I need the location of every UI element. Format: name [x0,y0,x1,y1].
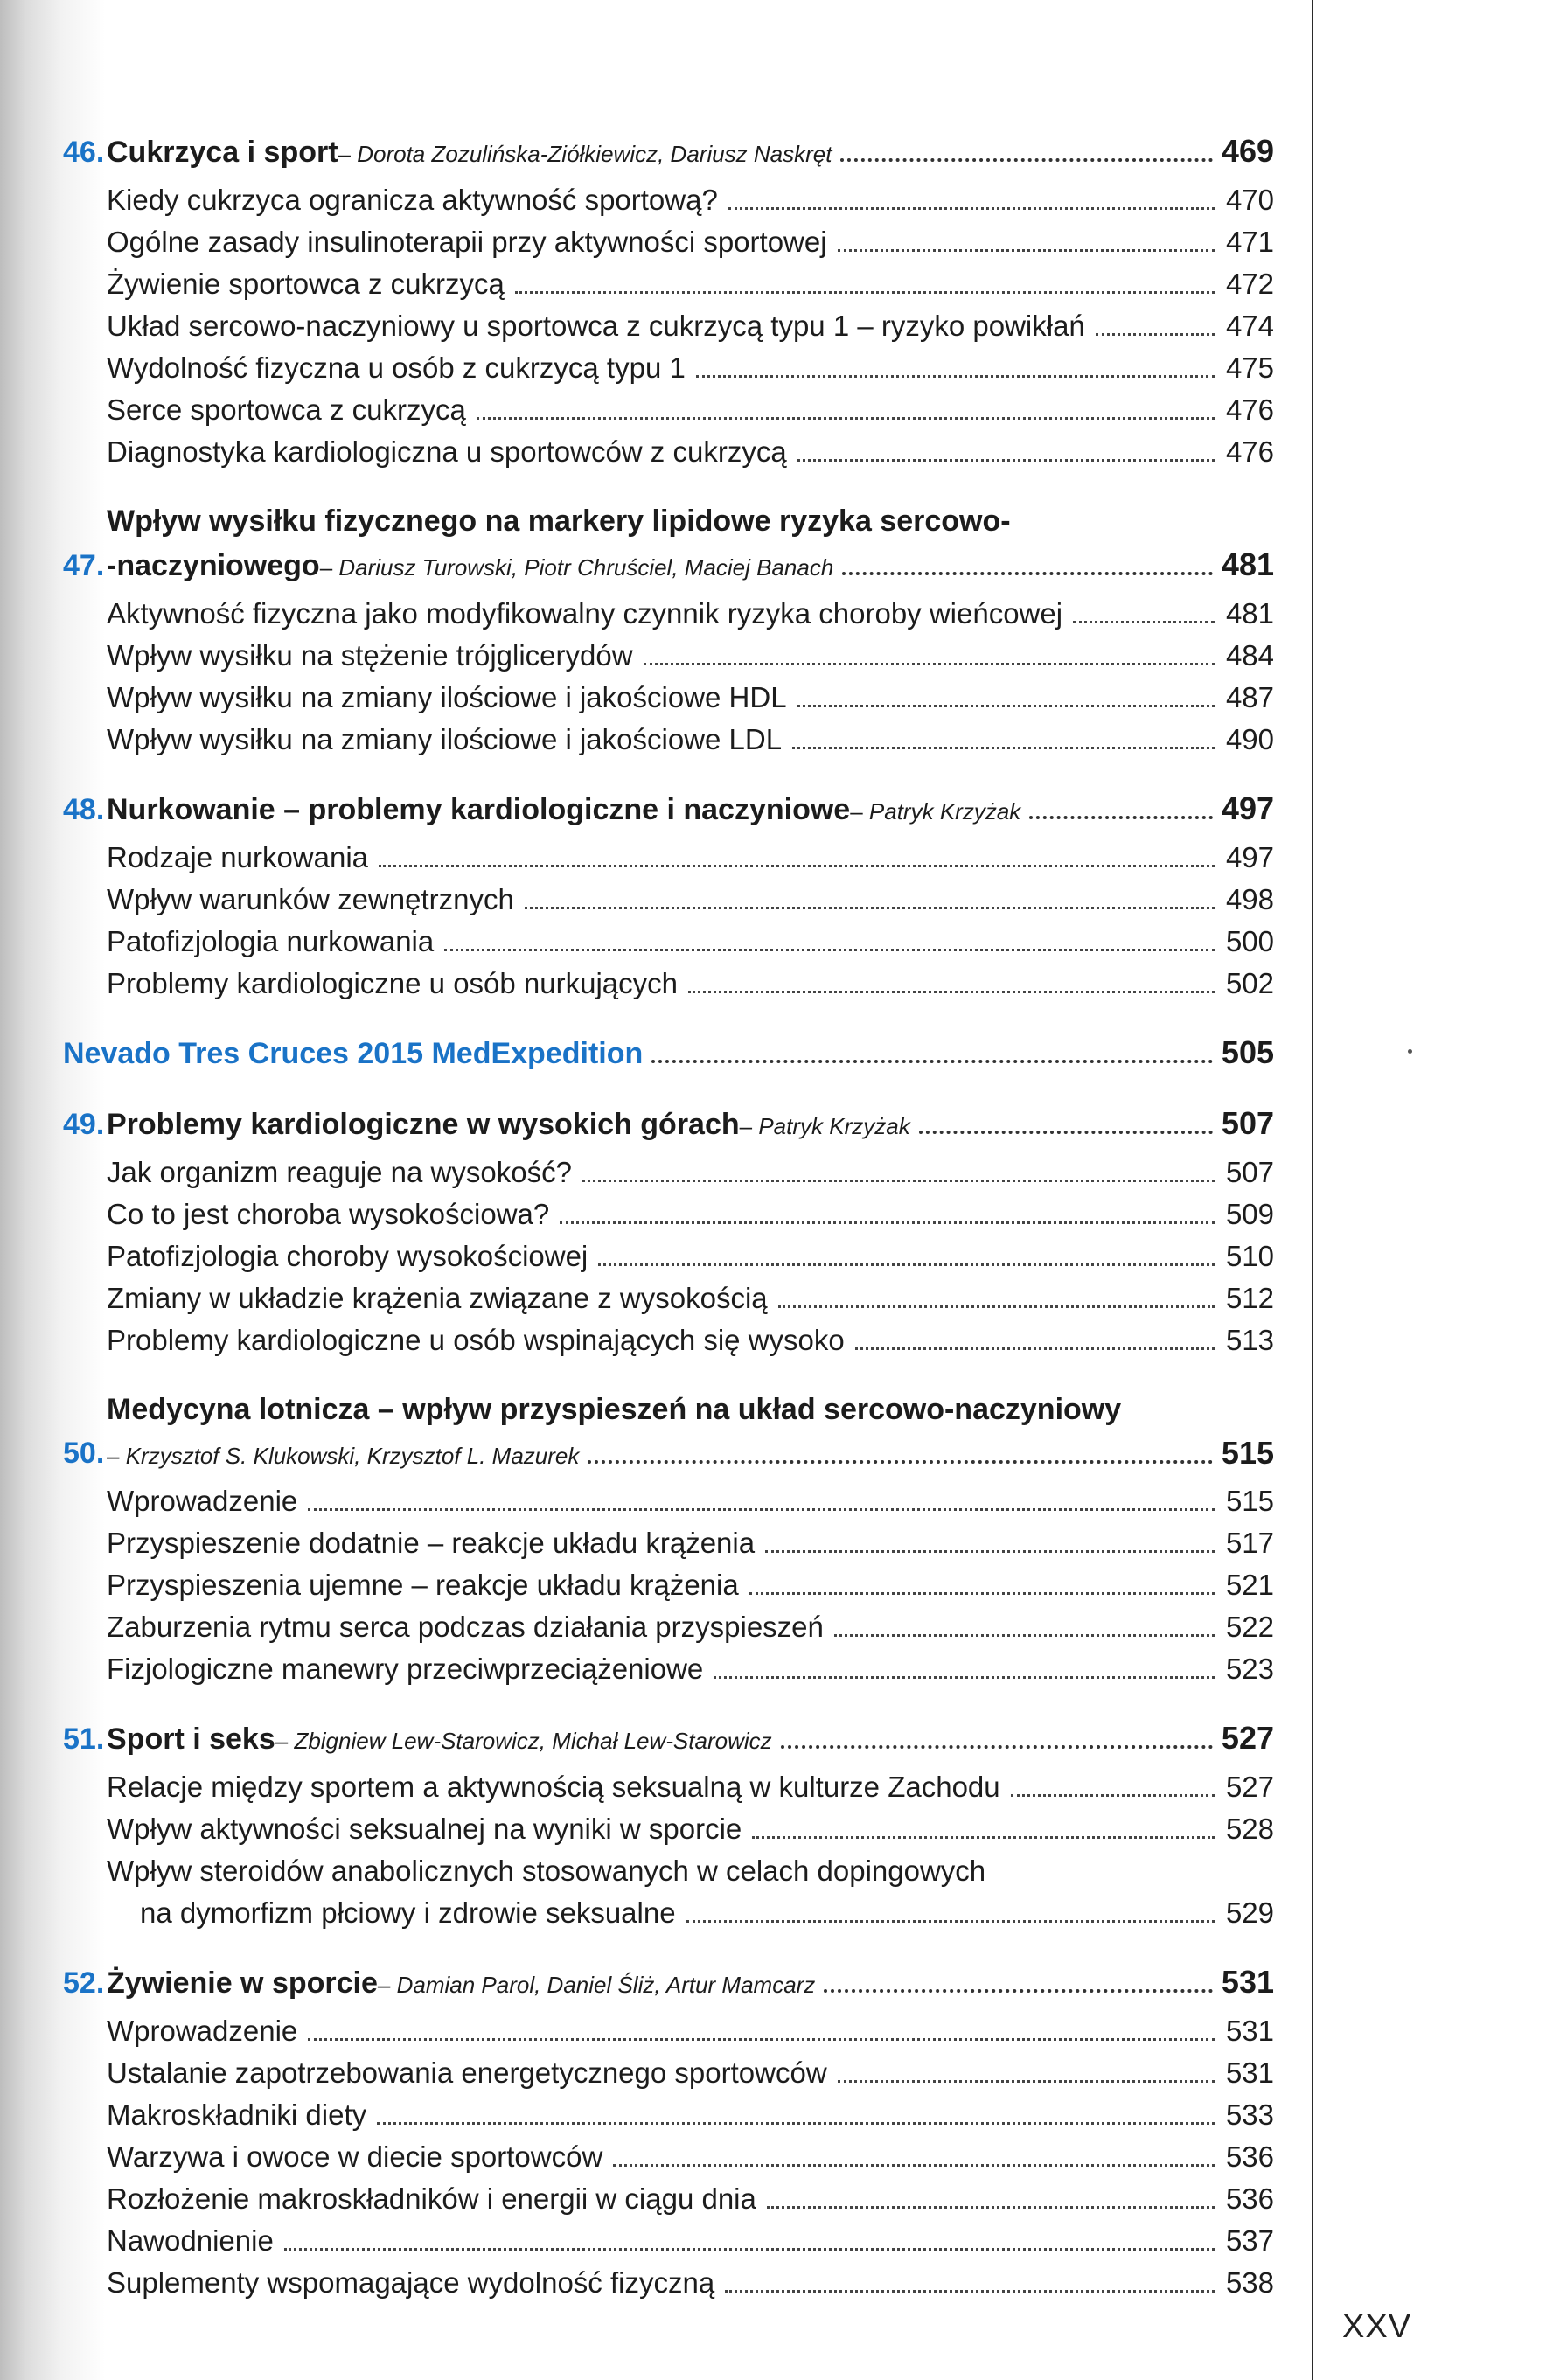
toc-entry-page: 500 [1225,925,1274,957]
toc-entry-label: Żywienie sportowca z cukrzycą [107,268,505,300]
leader-dots [560,1221,1215,1224]
toc-entry[interactable] [107,1319,1274,1361]
chapter-title-row [107,543,1274,588]
chapter-title: Żywienie w sporcie [107,1966,378,2000]
leader-dots [1096,333,1215,336]
chapter-heading[interactable] [63,1716,1274,1761]
toc-entry[interactable] [107,1808,1274,1850]
toc-entry[interactable] [107,1235,1274,1277]
toc-entry-label: Wpływ warunków zewnętrznych [107,883,514,915]
toc-entry-label: Ustalanie zapotrzebowania energetycznego sportowców [107,2056,827,2089]
toc-entry-page: 490 [1225,723,1274,755]
leader-dots [752,1836,1215,1839]
toc-entry-label: Warzywa i owoce w diecie sportowców [107,2140,603,2173]
toc-entry-page: 536 [1225,2182,1274,2215]
leader-dots [767,2206,1215,2209]
toc-entry-label: Wprowadzenie [107,2015,298,2047]
toc-entry[interactable] [107,2178,1274,2220]
toc-entry-page: 475 [1225,351,1274,384]
chapter-title-line: Wpływ wysiłku fizycznego na markery lipidowe ryzyka sercowo- [107,505,1011,538]
chapter-authors: – Krzysztof S. Klukowski, Krzysztof L. Mazurek [107,1443,579,1470]
leader-dots [728,207,1215,210]
leader-dots [855,1347,1215,1350]
leader-dots [598,1263,1215,1266]
toc-entry-label: Patofizjologia choroby wysokościowej [107,1240,588,1272]
toc-entry-page: 537 [1225,2224,1274,2257]
toc-entry-page: 471 [1225,226,1274,258]
toc-entry-label: Wpływ steroidów anabolicznych stosowanych w celach dopingowych [107,1855,986,1887]
margin-dot [1408,1049,1412,1054]
leader-dots [515,291,1215,294]
toc-entry-label: Wpływ aktywności seksualnej na wyniki w sporcie [107,1813,742,1845]
leader-dots [749,1592,1215,1595]
toc-entry-page: 513 [1225,1324,1274,1356]
toc-entry[interactable] [107,719,1274,761]
toc-entry[interactable] [107,1480,1274,1522]
toc-entry-page: 474 [1225,310,1274,342]
leader-dots [582,1180,1215,1182]
toc-entry-label: Wpływ wysiłku na stężenie trójglicerydów [107,639,633,672]
chapter-page: 527 [1221,1720,1274,1756]
special-entry[interactable] [63,1031,1274,1075]
toc-entry-page: 487 [1225,681,1274,713]
toc-entry[interactable] [107,179,1274,221]
toc-entry-page: 512 [1225,1282,1274,1314]
table-of-contents [63,129,1274,2330]
leader-dots [834,1634,1215,1637]
chapter-heading[interactable] [63,787,1274,832]
section-list [107,837,1274,1005]
special-entry-title: Nevado Tres Cruces 2015 MedExpedition [63,1037,644,1070]
chapter-title: -naczyniowego [107,549,320,582]
section-list [107,1152,1274,1361]
leader-dots [613,2164,1215,2167]
leader-dots [797,459,1215,462]
toc-entry-label: Wprowadzenie [107,1485,298,1517]
chapter-number: 49. [63,1108,105,1141]
toc-entry-label: Przyspieszenia ujemne – reakcje układu krążenia [107,1569,739,1601]
chapter-number: 50. [63,1437,105,1470]
chapter-authors: – Dariusz Turowski, Piotr Chruściel, Maciej Banach [320,554,834,581]
leader-dots [919,1131,1213,1134]
toc-entry[interactable] [107,1522,1274,1564]
chapter-title-row [107,787,1274,832]
toc-entry-label: Ogólne zasady insulinoterapii przy aktywności sportowej [107,226,827,258]
toc-entry[interactable] [107,2262,1274,2304]
leader-dots [725,2290,1215,2293]
leader-dots [778,1305,1215,1308]
chapter-heading[interactable] [63,499,1274,588]
toc-entry-label: Zmiany w układzie krążenia związane z wysokością [107,1282,768,1314]
toc-entry-label: Problemy kardiologiczne u osób wspinających się wysoko [107,1324,845,1356]
toc-entry[interactable] [107,1152,1274,1193]
toc-entry-label: Diagnostyka kardiologiczna u sportowców z cukrzycą [107,435,787,468]
leader-dots [588,1460,1213,1464]
toc-entry-label: Co to jest choroba wysokościowa? [107,1198,550,1230]
page-number: XXV [1342,2308,1412,2345]
chapter-title-row [107,1960,1274,2005]
toc-entry[interactable] [107,221,1274,263]
toc-entry-page: 531 [1225,2015,1274,2047]
toc-entry-page: 476 [1225,435,1274,468]
toc-entry-label: Makroskładniki diety [107,2098,367,2131]
chapter-heading-text [107,1102,1274,1146]
toc-entry-page: 528 [1225,1813,1274,1845]
toc-entry-page: 497 [1225,841,1274,873]
toc-entry[interactable] [107,263,1274,305]
toc-entry[interactable] [107,347,1274,389]
toc-entry-page: 531 [1225,2056,1274,2089]
section-list [107,1766,1274,1934]
toc-entry-page: 533 [1225,2098,1274,2131]
toc-entry-label: Aktywność fizyczna jako modyfikowalny czynnik ryzyka choroby wieńcowej [107,597,1063,630]
toc-entry[interactable] [107,963,1274,1005]
toc-entry-page: 529 [1225,1896,1274,1929]
section-list [107,1480,1274,1690]
toc-entry-continuation [107,1892,1274,1934]
leader-dots [781,1745,1213,1749]
leader-dots [714,1676,1215,1679]
toc-entry-label: Suplementy wspomagające wydolność fizyczną [107,2266,715,2299]
chapter-page: 481 [1221,546,1274,582]
leader-dots [379,865,1215,867]
leader-dots [792,747,1215,749]
leader-dots [444,949,1215,951]
chapter [63,1102,1274,1361]
leader-dots [686,1920,1215,1923]
toc-entry-label: Układ sercowo-naczyniowy u sportowca z cukrzycą typu 1 – ryzyko powikłań [107,310,1085,342]
chapter-title-row [107,1102,1274,1146]
chapter-authors: – Dorota Zozulińska-Ziółkiewicz, Dariusz Naskręt [338,141,832,168]
leader-dots [838,2080,1215,2083]
toc-entry[interactable] [107,879,1274,921]
toc-entry-label: Patofizjologia nurkowania [107,925,435,957]
toc-entry-label: Wpływ wysiłku na zmiany ilościowe i jakościowe HDL [107,681,787,713]
chapter-authors: – Patryk Krzyżak [740,1113,910,1140]
leader-dots [377,2122,1215,2125]
leader-dots [797,705,1215,707]
special-entry-page: 505 [1221,1034,1274,1070]
toc-entry[interactable] [107,635,1274,677]
leader-dots [842,572,1213,575]
chapter-number: 52. [63,1966,105,2000]
toc-entry[interactable] [107,1766,1274,1808]
toc-entry-page: 470 [1225,184,1274,216]
toc-entry-page: 498 [1225,883,1274,915]
leader-dots [824,1989,1213,1993]
toc-entry-page: 502 [1225,967,1274,999]
toc-entry-page: 484 [1225,639,1274,672]
chapter-title: Nurkowanie – problemy kardiologiczne i naczyniowe [107,793,851,826]
toc-entry[interactable] [107,2220,1274,2262]
leader-dots [1011,1794,1215,1797]
chapter-page: 531 [1221,1964,1274,2000]
toc-entry-page: 522 [1225,1611,1274,1643]
toc-entry[interactable] [107,1277,1274,1319]
toc-entry-page: 510 [1225,1240,1274,1272]
chapter-heading-text [107,1388,1274,1475]
toc-entry-label: Rodzaje nurkowania [107,841,369,873]
toc-entry-page: 481 [1225,597,1274,630]
toc-entry[interactable] [107,431,1274,473]
chapter-title: Cukrzyca i sport [107,136,338,169]
toc-entry[interactable] [107,389,1274,431]
leader-dots [1073,621,1215,623]
toc-entry-page: 517 [1225,1527,1274,1559]
toc-entry-label-line2: na dymorfizm płciowy i zdrowie seksualne [140,1896,676,1929]
toc-entry[interactable] [107,1606,1274,1648]
chapter-number: 48. [63,793,105,826]
section-list [107,179,1274,473]
toc-entry-page: 472 [1225,268,1274,300]
chapter [63,1388,1274,1690]
chapter-heading[interactable] [63,1388,1274,1475]
toc-entry[interactable] [107,1193,1274,1235]
chapter [63,1960,1274,2304]
chapter-title: Problemy kardiologiczne w wysokich górach [107,1108,740,1141]
chapter-title-row [107,1716,1274,1761]
toc-entry[interactable] [107,677,1274,719]
toc-entry[interactable] [107,1564,1274,1606]
chapter-authors: – Patryk Krzyżak [850,798,1020,825]
chapter-heading[interactable] [63,129,1274,174]
toc-entry[interactable] [107,2136,1274,2178]
chapter-heading[interactable] [63,1102,1274,1146]
toc-entry-label: Wpływ wysiłku na zmiany ilościowe i jakościowe LDL [107,723,783,755]
chapter-heading-text [107,499,1274,588]
chapter-page: 469 [1221,133,1274,169]
toc-entry-page: 507 [1225,1156,1274,1188]
chapter-number: 46. [63,136,105,169]
toc-entry[interactable] [107,921,1274,963]
leader-dots [644,663,1215,665]
leader-dots [696,375,1215,378]
leader-dots [838,249,1215,252]
toc-entry-label: Kiedy cukrzyca ogranicza aktywność sportową? [107,184,718,216]
section-list [107,2010,1274,2304]
toc-entry-label: Nawodnienie [107,2224,274,2257]
chapter-number: 51. [63,1722,105,1756]
chapter-heading-text [107,129,1274,174]
leader-dots [840,158,1212,162]
chapter-title-row [107,129,1274,174]
leader-dots [688,991,1215,993]
chapter-page: 507 [1221,1105,1274,1141]
toc-entry-label: Wydolność fizyczna u osób z cukrzycą typu 1 [107,351,686,384]
chapter [63,1716,1274,1934]
chapter-heading-text [107,1960,1274,2005]
section-list [107,593,1274,761]
toc-entry[interactable] [107,2010,1274,2052]
toc-entry[interactable] [107,1850,1274,1934]
leader-dots [284,2248,1215,2251]
chapter-page: 515 [1221,1435,1274,1471]
toc-entry-page: 476 [1225,393,1274,426]
chapter-title-row [107,1431,1274,1475]
chapter-authors: – Damian Parol, Daniel Śliż, Artur Mamcarz [378,1972,815,1999]
chapter [63,787,1274,1005]
toc-entry-page: 536 [1225,2140,1274,2173]
toc-entry-label: Relacje między sportem a aktywnością seksualną w kulturze Zachodu [107,1771,1000,1803]
toc-entry-page: 538 [1225,2266,1274,2299]
toc-entry[interactable] [107,593,1274,635]
leader-dots [308,2038,1215,2041]
toc-entry-label: Jak organizm reaguje na wysokość? [107,1156,572,1188]
toc-entry-label: Fizjologiczne manewry przeciwprzeciążeniowe [107,1653,704,1685]
chapter-title: Sport i seks [107,1722,275,1756]
margin-rule [1312,0,1313,2380]
toc-entry-label: Problemy kardiologiczne u osób nurkujących [107,967,679,999]
toc-entry-page: 527 [1225,1771,1274,1803]
chapter-title-line: Medycyna lotnicza – wpływ przyspieszeń na układ sercowo-naczyniowy [107,1393,1122,1426]
chapter-page: 497 [1221,790,1274,826]
leader-dots [308,1508,1215,1511]
toc-entry[interactable] [107,2094,1274,2136]
toc-entry-page: 515 [1225,1485,1274,1517]
toc-entry-label: Serce sportowca z cukrzycą [107,393,466,426]
leader-dots [765,1550,1215,1553]
chapter-heading-text [107,1716,1274,1761]
toc-entry[interactable] [107,305,1274,347]
chapter [63,499,1274,761]
toc-entry[interactable] [107,2052,1274,2094]
leader-dots [525,907,1215,909]
toc-entry-page: 523 [1225,1653,1274,1685]
chapter-number: 47. [63,549,105,582]
toc-entry[interactable] [107,837,1274,879]
toc-entry-page: 509 [1225,1198,1274,1230]
leader-dots [477,417,1215,420]
leader-dots [651,1060,1213,1063]
chapter-authors: – Zbigniew Lew-Starowicz, Michał Lew-Starowicz [275,1728,772,1755]
chapter-heading-text [107,787,1274,832]
toc-entry-label: Zaburzenia rytmu serca podczas działania przyspieszeń [107,1611,824,1643]
chapter-heading[interactable] [63,1960,1274,2005]
leader-dots [1029,816,1213,819]
chapter [63,129,1274,473]
toc-entry-page: 521 [1225,1569,1274,1601]
toc-entry[interactable] [107,1648,1274,1690]
toc-entry-label: Przyspieszenie dodatnie – reakcje układu krążenia [107,1527,756,1559]
toc-entry-label: Rozłożenie makroskładników i energii w ciągu dnia [107,2182,756,2215]
